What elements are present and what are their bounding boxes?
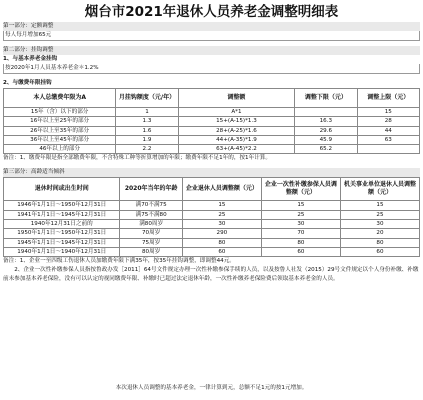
part2-sub2-title: 2、与缴费年限挂钩 [3, 80, 52, 86]
elderly-adjustment-table [3, 177, 420, 257]
table-row [4, 201, 420, 210]
table-cell: 1946年1月1日～1950年12月31日 [4, 201, 120, 210]
part1-heading: 第一部分：定额调整 [3, 22, 420, 31]
table-header: 月挂钩额度（元/年） [116, 89, 178, 108]
table-cell: 25 [261, 210, 340, 219]
table-cell: 44+(A-35)*1.9 [178, 135, 294, 144]
part3-heading: 第三部分：高龄适当倾斜 [3, 168, 420, 177]
table-cell: 28 [357, 117, 419, 126]
table-cell: 25 [182, 210, 261, 219]
table-row [4, 238, 420, 247]
table-cell: 1940年1月1日～1940年12月31日 [4, 247, 120, 256]
table-header: 机关事业单位退休人员调整额（元） [340, 178, 419, 201]
table-cell: 1945年1月1日～1945年12月31日 [4, 238, 120, 247]
table-header: 2020年当年的年龄 [120, 178, 182, 201]
table-cell: 1950年1月1日～1950年12月31日 [4, 229, 120, 238]
table-cell [357, 145, 419, 154]
table-cell: 70 [261, 229, 340, 238]
table-cell: 80 [340, 238, 419, 247]
table-cell: 80 [182, 238, 261, 247]
table-cell: 70周岁 [120, 229, 182, 238]
table-header: 企业一次性补缴参保人员调整额（元） [261, 178, 340, 201]
table-cell: 1.6 [116, 126, 178, 135]
table-cell: 20 [340, 229, 419, 238]
table-cell: 290 [182, 229, 261, 238]
table-cell: 36年以上至45年的部分 [4, 135, 116, 144]
table-row [4, 108, 420, 117]
page-title: 烟台市2021年退休人员养老金调整明细表 [84, 4, 339, 20]
table-cell: 满75不满80 [120, 210, 182, 219]
table-header: 调整上限（元） [357, 89, 419, 108]
table-cell: 1.3 [116, 117, 178, 126]
table-cell: 15年（含）以下的部分 [4, 108, 116, 117]
table-row [4, 229, 420, 238]
table-row [4, 117, 420, 126]
table-cell: 30 [340, 220, 419, 229]
table-cell: 1941年1月1日～1945年12月31日 [4, 210, 120, 219]
table-header: 调整额 [178, 89, 294, 108]
table-cell: 1 [116, 108, 178, 117]
table-cell: 60 [261, 247, 340, 256]
table-cell: 2.2 [116, 145, 178, 154]
table-cell: 16年以上至25年的部分 [4, 117, 116, 126]
table-cell: 80周岁 [120, 247, 182, 256]
table-cell: 46年以上的部分 [4, 145, 116, 154]
table-cell: 63 [357, 135, 419, 144]
table-cell: 29.6 [295, 126, 357, 135]
table-cell: 28+(A-25)*1.6 [178, 126, 294, 135]
table-header-row [4, 178, 420, 201]
part1-text: 每人每月增加65元 [3, 31, 420, 41]
table-row [4, 247, 420, 256]
table-header: 调整下限（元） [295, 89, 357, 108]
table-header-row [4, 89, 420, 108]
table-cell: 65.2 [295, 145, 357, 154]
table-row [4, 210, 420, 219]
table-header: 退休时间或出生时间 [4, 178, 120, 201]
table-cell: 1940年12月31日之前的 [4, 220, 120, 229]
table-cell: 15 [340, 201, 419, 210]
table-cell: 60 [182, 247, 261, 256]
table-cell: 1.9 [116, 135, 178, 144]
table-cell: 75周岁 [120, 238, 182, 247]
table-cell: 15+(A-15)*1.3 [178, 117, 294, 126]
table-cell: 30 [261, 220, 340, 229]
table-cell: 63+(A-45)*2.2 [178, 145, 294, 154]
table-cell: 15 [261, 201, 340, 210]
table-row [4, 135, 420, 144]
table-header: 企业退休人员调整额（元） [182, 178, 261, 201]
part2-heading: 第二部分：挂钩调整 [3, 46, 420, 55]
table-cell: 15 [182, 201, 261, 210]
part3-note-1: 备注：1、企业一至四级工伤退休人员加缴费年限下满35年，按35年挂钩调整，即调整44元。 [3, 258, 235, 265]
part2-note: 备注：1、缴费年限是指全部缴费年限，不含特殊工种等折算增加的年限；缴费年限不足1年的，按1年计算。 [3, 155, 271, 162]
table-cell [295, 108, 357, 117]
contribution-years-table [3, 88, 420, 154]
table-cell: 60 [340, 247, 419, 256]
part3-note-2: 2、企业一次性补缴参保人员指按鲁政办发［2011］64号文件规定办理一次性补缴参保手续的人员，以及按鲁人社发（2015）29号文件规定以个人身份补缴、补缴前未参加基本养老保险，没有可以认定的视同缴费年限、补缴时已超过法定退休年龄，一次性补缴养老保险费后领取基本养老金的人员。 [3, 267, 419, 283]
table-row [4, 145, 420, 154]
table-cell: 15 [357, 108, 419, 117]
table-cell: 满70不满75 [120, 201, 182, 210]
footer-note: 本次退休人员调整的基本养老金，一律计算到元，总额不足1元的按1元增加。 [115, 385, 308, 391]
table-cell: 44 [357, 126, 419, 135]
table-row [4, 220, 420, 229]
table-header: 本人总缴费年限为A [4, 89, 116, 108]
table-cell: 45.9 [295, 135, 357, 144]
table-cell: 80 [261, 238, 340, 247]
table-cell: 30 [182, 220, 261, 229]
part2-sub1-text: 按2020年1月人员基本养老金＊1.2% [3, 64, 420, 74]
table-cell: 16.3 [295, 117, 357, 126]
table-row [4, 126, 420, 135]
table-cell: 满80周岁 [120, 220, 182, 229]
part2-sub1-title: 1、与基本养老金挂钩 [3, 56, 58, 62]
table-cell: A*1 [178, 108, 294, 117]
table-cell: 26年以上至35年的部分 [4, 126, 116, 135]
table-cell: 25 [340, 210, 419, 219]
